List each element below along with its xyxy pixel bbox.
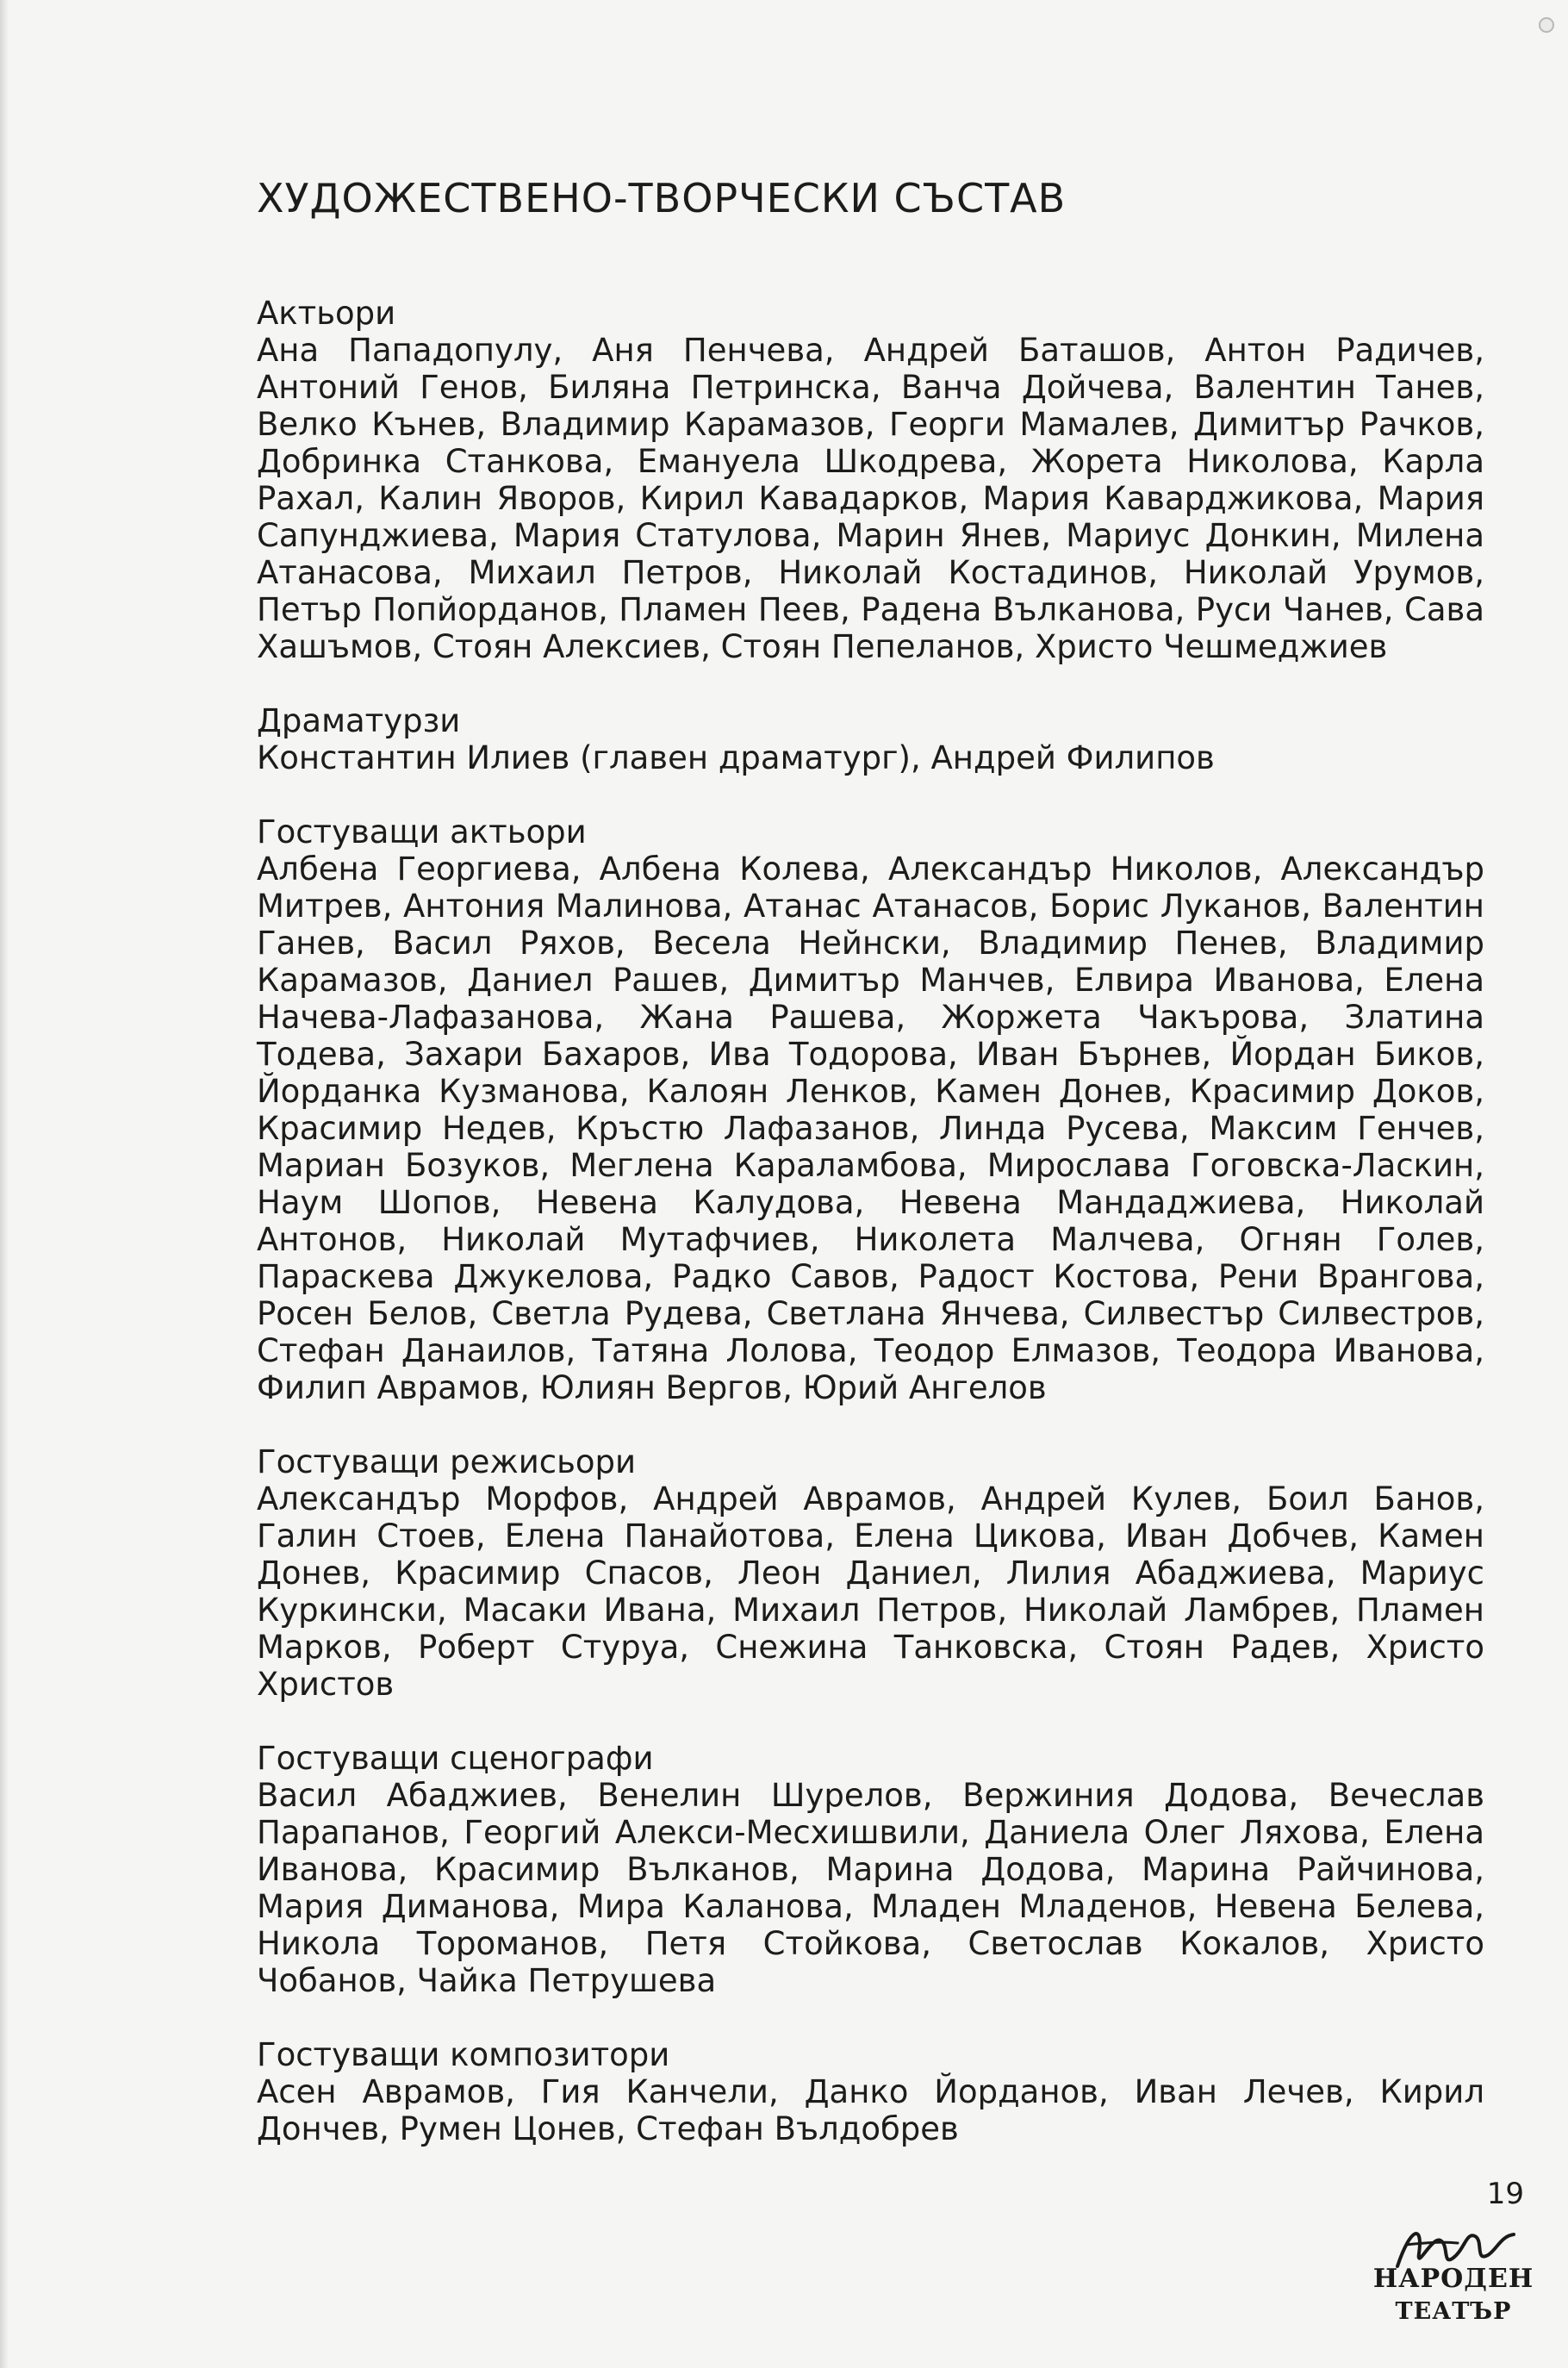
section-heading-guest-directors: Гостуващи режисьори <box>257 1443 637 1480</box>
page-title: ХУДОЖЕСТВЕНО-ТВОРЧЕСКИ СЪСТАВ <box>257 175 1067 221</box>
section-names-guest-actors: Албена Георгиева, Албена Колева, Александър Николов, Александър Митрев, Антония Малинова, Атанас Атанасов, Борис Луканов, Валентин Ганев, Васил Ряхов, Весела Нейнски, Владимир Пенев, Владимир Карамазов, Даниел Рашев, Димитър Манчев, Елвира Иванова, Елена Начева-Лафазанова, Жана Рашева, Жоржета Чакърова, Златина Тодева, Захари Бахаров, Ива Тодорова, Иван Бърнев, Йордан Биков, Йорданка Кузманова, Калоян Ленков, Камен Донев, Красимир Доков, Красимир Недев, Кръстю Лафазанов, Линда Русева, Максим Генчев, Мариан Бозуков, Меглена Караламбова, Мирослава Гоговска-Ласкин, Наум Шопов, Невена Калудова, Невена Мандаджиева, Николай Антонов, Николай Мутафчиев, Николета Малчева, Огнян Голев, Параскева Джукелова, Радко Савов, Радост Костова, Рени Врангова, Росен Белов, Светла Рудева, Светлана Янчева, Силвестър Силвестров, Стефан Данаилов, Татяна Лолова, Теодор Елмазов, Теодора Иванова, Филип Аврамов, Юлиян Вергов, Юрий Ангелов <box>257 851 1484 1406</box>
section-names-guest-directors: Александър Морфов, Андрей Аврамов, Андрей Кулев, Боил Банов, Галин Стоев, Елена Панайотова, Елена Цикова, Иван Добчев, Камен Донев, Красимир Спасов, Леон Даниел, Лилия Абаджиева, Мариус Куркински, Масаки Ивана, Михаил Петров, Николай Ламбрев, Пламен Марков, Роберт Стуруа, Снежина Танковска, Стоян Радев, Христо Христов <box>257 1480 1484 1703</box>
page-content <box>257 169 1484 2184</box>
section-guest-directors <box>257 1443 1484 1703</box>
page-number: 19 <box>1486 2177 1524 2211</box>
section-guest-actors <box>257 813 1484 1406</box>
section-guest-set-designers <box>257 1740 1484 1999</box>
section-heading-guest-composers: Гостуващи композитори <box>257 2036 670 2073</box>
section-heading-actors: Актьори <box>257 295 396 332</box>
section-names-guest-set-designers: Васил Абаджиев, Венелин Шурелов, Вержиния Додова, Вечеслав Парапанов, Георгий Алекси-Месхишвили, Даниела Олег Ляхова, Елена Иванова, Красимир Вълканов, Марина Додова, Марина Райчинова, Мария Диманова, Мира Каланова, Младен Младенов, Невена Белева, Никола Тороманов, Петя Стойкова, Светослав Кокалов, Христо Чобанов, Чайка Петрушева <box>257 1777 1484 1999</box>
section-heading-guest-actors: Гостуващи актьори <box>257 813 587 851</box>
section-names-actors: Ана Пападопулу, Аня Пенчева, Андрей Баташов, Антон Радичев, Антоний Генов, Биляна Петринска, Ванча Дойчева, Валентин Танев, Велко Кънев, Владимир Карамазов, Георги Мамалев, Димитър Рачков, Добринка Станкова, Емануела Шкодрева, Жорета Николова, Карла Рахал, Калин Яворов, Кирил Кавадарков, Мария Каварджикова, Мария Сапунджиева, Мария Статулова, Марин Янев, Мариус Донкин, Милена Атанасова, Михаил Петров, Николай Костадинов, Николай Урумов, Петър Попйорданов, Пламен Пеев, Радена Вълканова, Руси Чанев, Сава Хашъмов, Стоян Алексиев, Стоян Пепеланов, Христо Чешмеджиев <box>257 332 1484 665</box>
section-actors <box>257 295 1484 665</box>
section-heading-guest-set-designers: Гостуващи сценографи <box>257 1740 654 1777</box>
section-dramaturgs <box>257 702 1484 776</box>
section-names-dramaturgs: Константин Илиев (главен драматург), Андрей Филипов <box>257 739 1215 776</box>
page-edge-shadow <box>0 0 9 2368</box>
section-heading-dramaturgs: Драматурзи <box>257 702 461 739</box>
logo-text-theatre: ТЕАТЪР <box>1395 2298 1512 2325</box>
national-theatre-logo <box>1372 2219 1535 2340</box>
logo-text-national: НАРОДЕН <box>1372 2264 1534 2294</box>
section-names-guest-composers: Асен Аврамов, Гия Канчели, Данко Йорданов, Иван Лечев, Кирил Дончев, Румен Цонев, Стефан Вълдобрев <box>257 2073 1484 2147</box>
punch-hole <box>1539 17 1554 33</box>
section-guest-composers <box>257 2036 1484 2147</box>
